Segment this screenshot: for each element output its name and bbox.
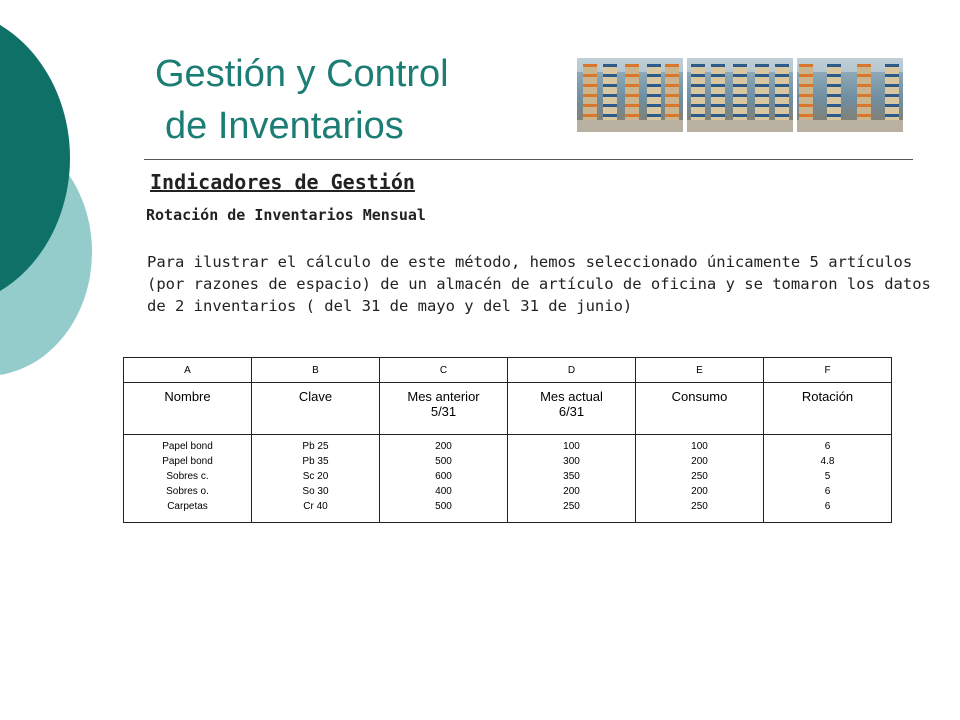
slide-title-line2: de Inventarios: [165, 105, 404, 147]
column-header: Rotación: [764, 383, 892, 435]
column-cell-nombre: Papel bond Papel bond Sobres c. Sobres o. Carpetas: [124, 435, 252, 523]
column-header: Mes anterior 5/31: [380, 383, 508, 435]
column-letter: D: [508, 358, 636, 383]
column-header: Nombre: [124, 383, 252, 435]
column-header: Clave: [252, 383, 380, 435]
column-header: Consumo: [636, 383, 764, 435]
table-header-row: [124, 383, 892, 435]
column-cell-clave: Pb 25 Pb 35 Sc 20 So 30 Cr 40: [252, 435, 380, 523]
inventory-table: [123, 357, 892, 523]
warehouse-photo-strip: [577, 58, 903, 132]
section-heading: Indicadores de Gestión: [150, 170, 415, 194]
column-letter: B: [252, 358, 380, 383]
intro-paragraph: Para ilustrar el cálculo de este método, hemos seleccionado únicamente 5 artículos (por razones de espacio) de un almacén de artículo de oficina y se tomaron los datos de 2 inventarios ( del 31 de mayo y del 31 de junio): [147, 253, 931, 315]
slide-title-line1: Gestión y Control: [155, 53, 449, 95]
warehouse-photo: [687, 58, 793, 132]
column-cell-consumo: 100 200 250 200 250: [636, 435, 764, 523]
table-row: [124, 435, 892, 523]
table-row-letters: [124, 358, 892, 383]
slide-title: [155, 48, 449, 152]
warehouse-photo: [797, 58, 903, 132]
column-letter: E: [636, 358, 764, 383]
subsection-heading: Rotación de Inventarios Mensual: [146, 206, 426, 224]
column-cell-rotacion: 6 4.8 5 6 6: [764, 435, 892, 523]
column-letter: A: [124, 358, 252, 383]
column-cell-mes-actual: 100 300 350 200 250: [508, 435, 636, 523]
column-cell-mes-anterior: 200 500 600 400 500: [380, 435, 508, 523]
column-letter: F: [764, 358, 892, 383]
warehouse-photo: [577, 58, 683, 132]
column-letter: C: [380, 358, 508, 383]
column-header: Mes actual 6/31: [508, 383, 636, 435]
divider-line: [144, 159, 913, 160]
